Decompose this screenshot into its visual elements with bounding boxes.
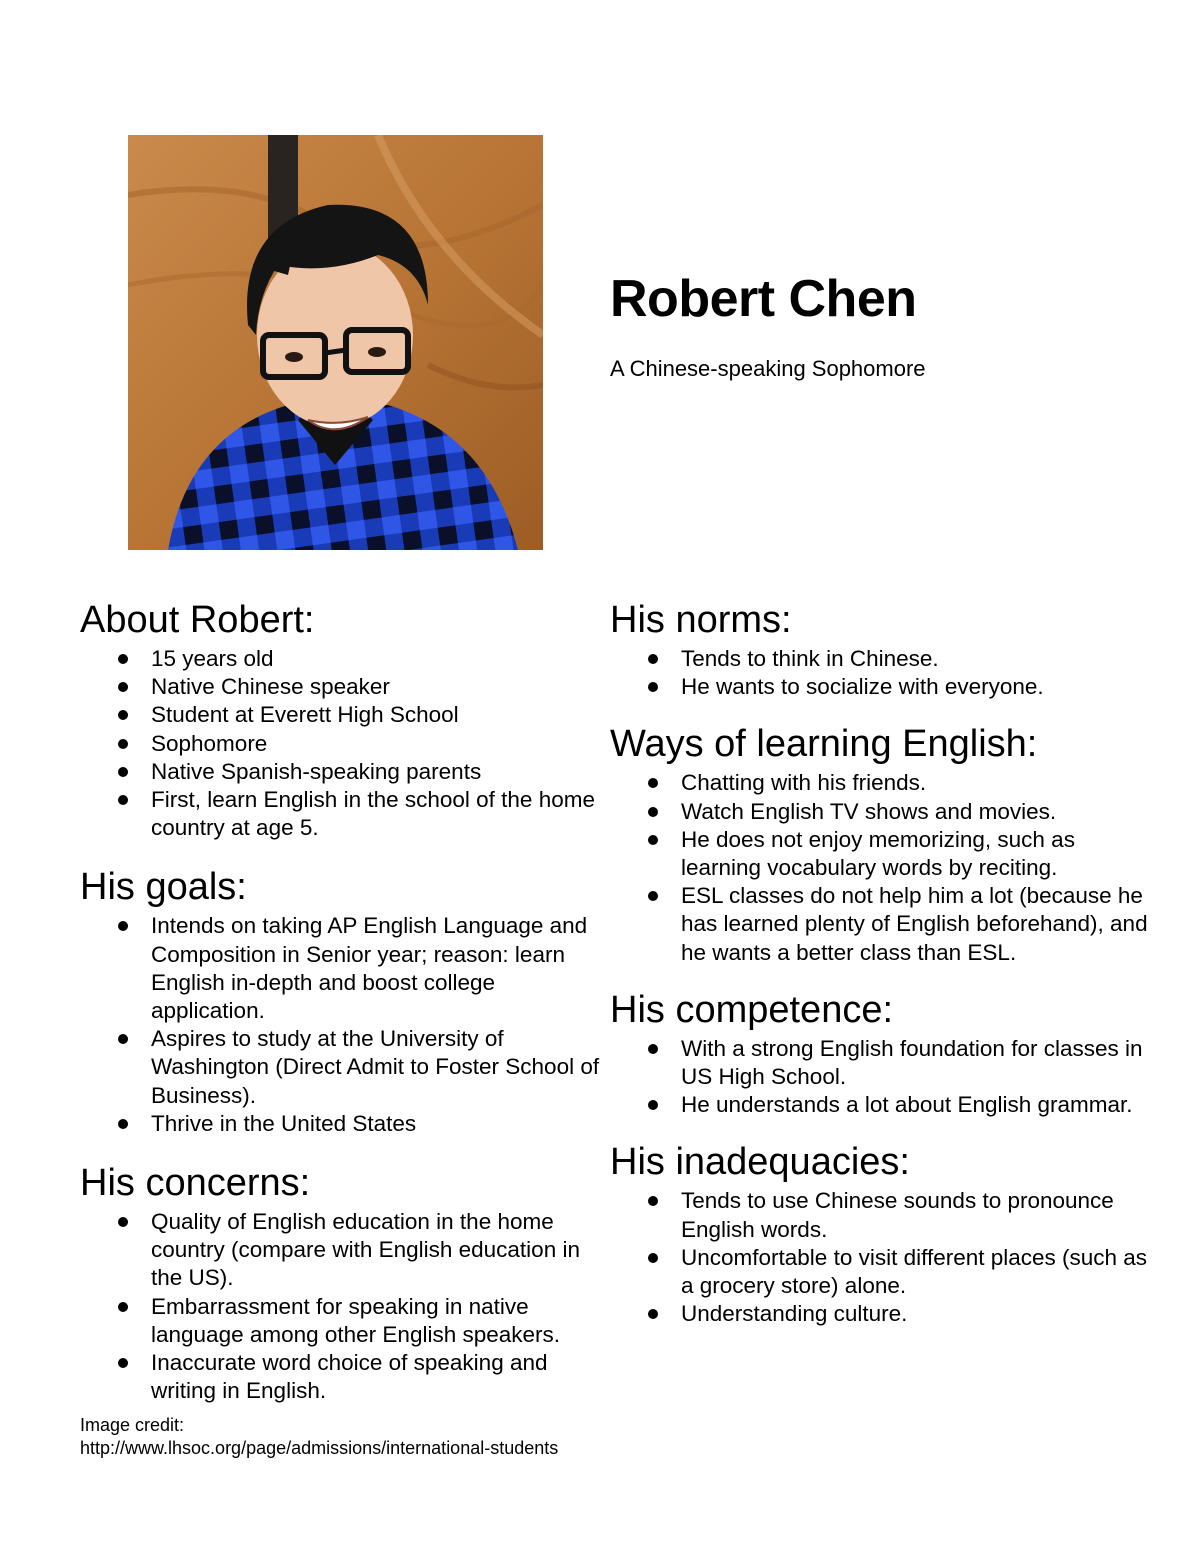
bullet-list bbox=[80, 645, 600, 842]
section-title: His competence: bbox=[610, 988, 894, 1031]
list-item: He does not enjoy memorizing, such as learning vocabulary words by reciting. bbox=[610, 826, 1160, 882]
list-item: Native Chinese speaker bbox=[80, 673, 600, 701]
bullet-list bbox=[80, 912, 600, 1138]
section-inadequacies bbox=[610, 1139, 1160, 1328]
profile-photo bbox=[128, 135, 543, 550]
right-column bbox=[610, 597, 1160, 1328]
list-item: Chatting with his friends. bbox=[610, 769, 1160, 797]
list-item: Aspires to study at the University of Washington (Direct Admit to Foster School of Business). bbox=[80, 1025, 600, 1110]
section-ways-of-learning bbox=[610, 721, 1160, 966]
bullet-list bbox=[80, 1208, 600, 1405]
section-concerns bbox=[80, 1160, 600, 1405]
portrait-photo-icon bbox=[128, 135, 543, 550]
bullet-list bbox=[610, 645, 1160, 701]
credit-label: Image credit: bbox=[80, 1415, 185, 1435]
list-item: Quality of English education in the home country (compare with English education in the US). bbox=[80, 1208, 600, 1293]
list-item: Thrive in the United States bbox=[80, 1110, 600, 1138]
section-title: His norms: bbox=[610, 599, 792, 641]
section-title: About Robert: bbox=[80, 599, 315, 641]
profile-subtitle: A Chinese-speaking Sophomore bbox=[610, 356, 926, 381]
bullet-list bbox=[610, 1035, 1160, 1120]
list-item: Tends to think in Chinese. bbox=[610, 645, 1160, 673]
list-item: Intends on taking AP English Language and Composition in Senior year; reason: learn English in-depth and boost college application. bbox=[80, 912, 600, 1025]
section-norms bbox=[610, 597, 1160, 701]
list-item: Watch English TV shows and movies. bbox=[610, 798, 1160, 826]
list-item: Tends to use Chinese sounds to pronounce English words. bbox=[610, 1187, 1160, 1243]
list-item: Sophomore bbox=[80, 730, 600, 758]
list-item: 15 years old bbox=[80, 645, 600, 673]
image-credit bbox=[80, 1414, 558, 1460]
credit-url: http://www.lhsoc.org/page/admissions/international-students bbox=[80, 1438, 559, 1458]
list-item: Student at Everett High School bbox=[80, 701, 600, 729]
left-column bbox=[80, 597, 600, 1405]
profile-name: Robert Chen bbox=[610, 270, 917, 328]
section-title: His concerns: bbox=[80, 1162, 311, 1205]
list-item: First, learn English in the school of the home country at age 5. bbox=[80, 786, 600, 842]
section-title: His inadequacies: bbox=[610, 1141, 910, 1184]
list-item: With a strong English foundation for classes in US High School. bbox=[610, 1035, 1160, 1091]
section-competence bbox=[610, 987, 1160, 1120]
bullet-list bbox=[610, 769, 1160, 966]
bullet-list bbox=[610, 1187, 1160, 1328]
section-about bbox=[80, 597, 600, 842]
list-item: ESL classes do not help him a lot (because he has learned plenty of English beforehand), and he wants a better class than ESL. bbox=[610, 882, 1160, 967]
list-item: He wants to socialize with everyone. bbox=[610, 673, 1160, 701]
list-item: Understanding culture. bbox=[610, 1300, 1160, 1328]
section-title: His goals: bbox=[80, 866, 247, 909]
list-item: Inaccurate word choice of speaking and writing in English. bbox=[80, 1349, 600, 1405]
section-goals bbox=[80, 864, 600, 1138]
section-title: Ways of learning English: bbox=[610, 723, 1038, 766]
list-item: Embarrassment for speaking in native language among other English speakers. bbox=[80, 1293, 600, 1349]
list-item: Native Spanish-speaking parents bbox=[80, 758, 600, 786]
list-item: Uncomfortable to visit different places (such as a grocery store) alone. bbox=[610, 1244, 1160, 1300]
list-item: He understands a lot about English grammar. bbox=[610, 1091, 1160, 1119]
